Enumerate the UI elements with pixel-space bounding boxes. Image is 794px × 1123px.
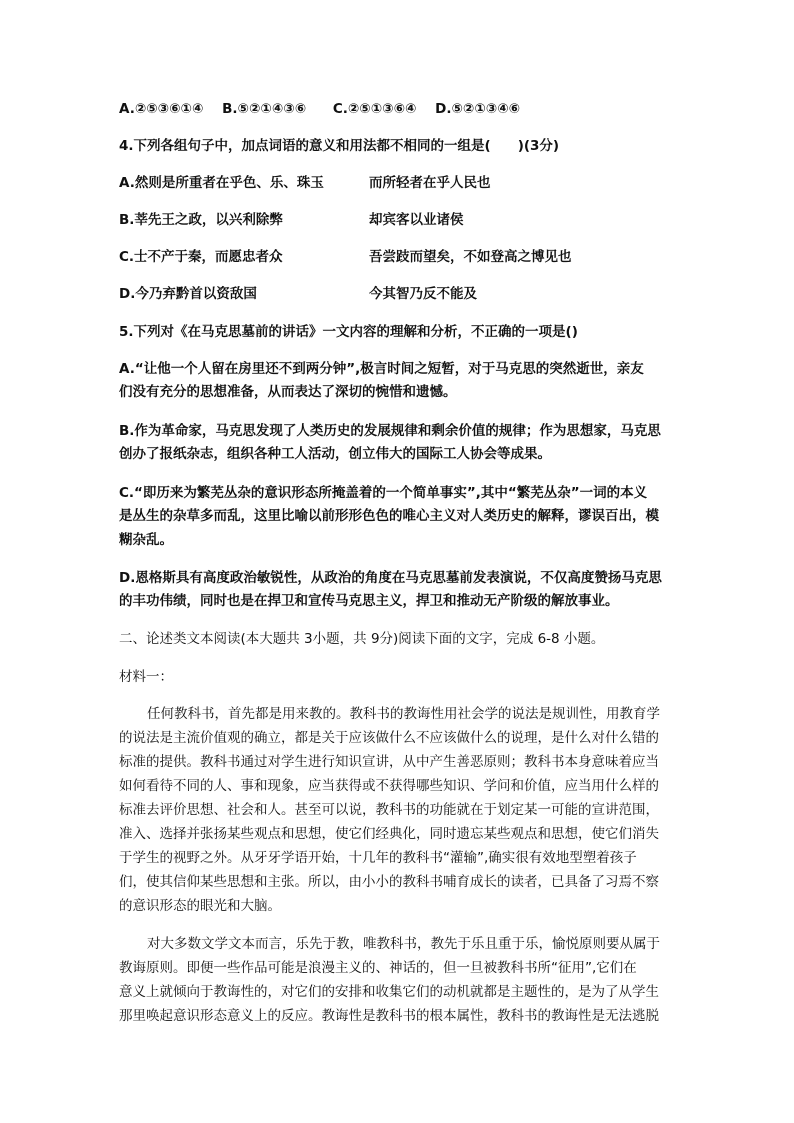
para1-line3: 标准的提供。教科书通过对学生进行知识宣讲，从中产生善恶原则；教科书本身意味着应当 <box>119 754 659 770</box>
q3-choice-a: A.②⑤③⑥①④ <box>119 101 204 117</box>
para1-line2: 的说法是主流价值观的确立，都是关于应该做什么不应该做什么的说理，是什么对什么错的 <box>119 730 659 746</box>
q3-choice-b: B.⑤②①④③⑥ <box>222 101 307 117</box>
q5-option-c-line1: C.“即历来为繁芜丛杂的意识形态所掩盖着的一个简单事实”,其中“繁芜丛杂”一词的本义 <box>119 485 648 501</box>
q5-option-b-line1: B.作为革命家，马克思发现了人类历史的发展规律和剩余价值的规律；作为思想家，马克思 <box>119 423 661 439</box>
q5-option-d-line1: D.恩格斯具有高度政治敏锐性，从政治的角度在马克思墓前发表演说，不仅高度赞扬马克思 <box>119 570 662 586</box>
para1-line9: 的意识形态的眼光和大脑。 <box>119 898 281 914</box>
para1-line4: 如何看待不同的人、事和现象，应当获得或不获得哪些知识、学问和价值，应当用什么样的 <box>119 778 659 794</box>
q5-stem: 5.下列对《在马克思墓前的讲话》一文内容的理解和分析，不正确的一项是() <box>119 324 578 340</box>
para1-line5: 标准去评价思想、社会和人。甚至可以说，教科书的功能就在于划定某一可能的宣讲范围， <box>119 802 659 818</box>
q4-option-b-left: B.莘先王之政，以兴利除弊 <box>119 212 283 228</box>
para2-line3: 意义上就倾向于教诲性的，对它们的安排和收集它们的动机就都是主题性的，是为了从学生 <box>119 984 659 1000</box>
q4-option-c-left: C.士不产于秦，而愿忠者众 <box>119 249 283 265</box>
section-2-heading: 二、论述类文本阅读(本大题共 3小题，共 9分)阅读下面的文字，完成 6-8 小题。 <box>119 631 605 647</box>
para1-line1: 任何教科书，首先都是用来教的。教科书的教诲性用社会学的说法是规训性，用教育学 <box>147 706 660 722</box>
q3-choice-c: C.②⑤①③⑥④ <box>332 101 417 117</box>
q4-stem: 4.下列各组句子中，加点词语的意义和用法都不相同的一组是( )(3分) <box>119 138 560 154</box>
q4-option-c-right: 吾尝跂而望矣，不如登高之博见也 <box>369 249 572 265</box>
para1-line6: 准入、选择并张扬某些观点和思想，使它们经典化，同时遗忘某些观点和思想，使它们消失 <box>119 826 659 842</box>
q5-option-c-line2: 是丛生的杂草多而乱，这里比喻以前形形色色的唯心主义对人类历史的解释，谬误百出，模 <box>119 508 659 524</box>
q4-option-a-left: A.然则是所重者在乎色、乐、珠玉 <box>119 175 324 191</box>
para1-line7: 于学生的视野之外。从牙牙学语开始，十几年的教科书“灌输”,确实很有效地型塑着孩子 <box>119 850 637 866</box>
q5-option-c-line3: 糊杂乱。 <box>119 532 173 548</box>
q5-option-a-line1: A.“让他一个人留在房里还不到两分钟”,极言时间之短暂，对于马克思的突然逝世，亲友 <box>119 361 644 377</box>
para2-line4: 那里唤起意识形态意义上的反应。教诲性是教科书的根本属性，教科书的教诲性是无法逃脱 <box>119 1008 659 1024</box>
q5-option-b-line2: 创办了报纸杂志，组织各种工人活动，创立伟大的国际工人协会等成果。 <box>119 446 551 462</box>
para2-line1: 对大多数文学文本而言，乐先于教，唯教科书，教先于乐且重于乐，愉悦原则要从属于 <box>147 936 660 952</box>
para1-line8: 们，使其信仰某些思想和主张。所以，由小小的教科书哺育成长的读者，已具备了习焉不察 <box>119 874 659 890</box>
q4-option-d-left: D.今乃弃黔首以资敌国 <box>119 286 257 302</box>
q4-option-b-right: 却宾客以业诸侯 <box>369 212 464 228</box>
q4-option-a-right: 而所轻者在乎人民也 <box>369 175 491 191</box>
q5-option-d-line2: 的丰功伟绩，同时也是在捍卫和宣传马克思主义，捍卫和推动无产阶级的解放事业。 <box>119 593 619 609</box>
q3-choices <box>119 99 520 119</box>
material-title: 材料一： <box>119 669 173 685</box>
q4-option-d-right: 今其智乃反不能及 <box>369 286 477 302</box>
para2-line2: 教诲原则。即便一些作品可能是浪漫主义的、神话的，但一旦被教科书所“征用”,它们在 <box>119 960 637 976</box>
q5-option-a-line2: 们没有充分的思想准备，从而表达了深切的惋惜和遗憾。 <box>119 384 457 400</box>
q3-choice-d: D.⑤②①③④⑥ <box>435 101 521 117</box>
